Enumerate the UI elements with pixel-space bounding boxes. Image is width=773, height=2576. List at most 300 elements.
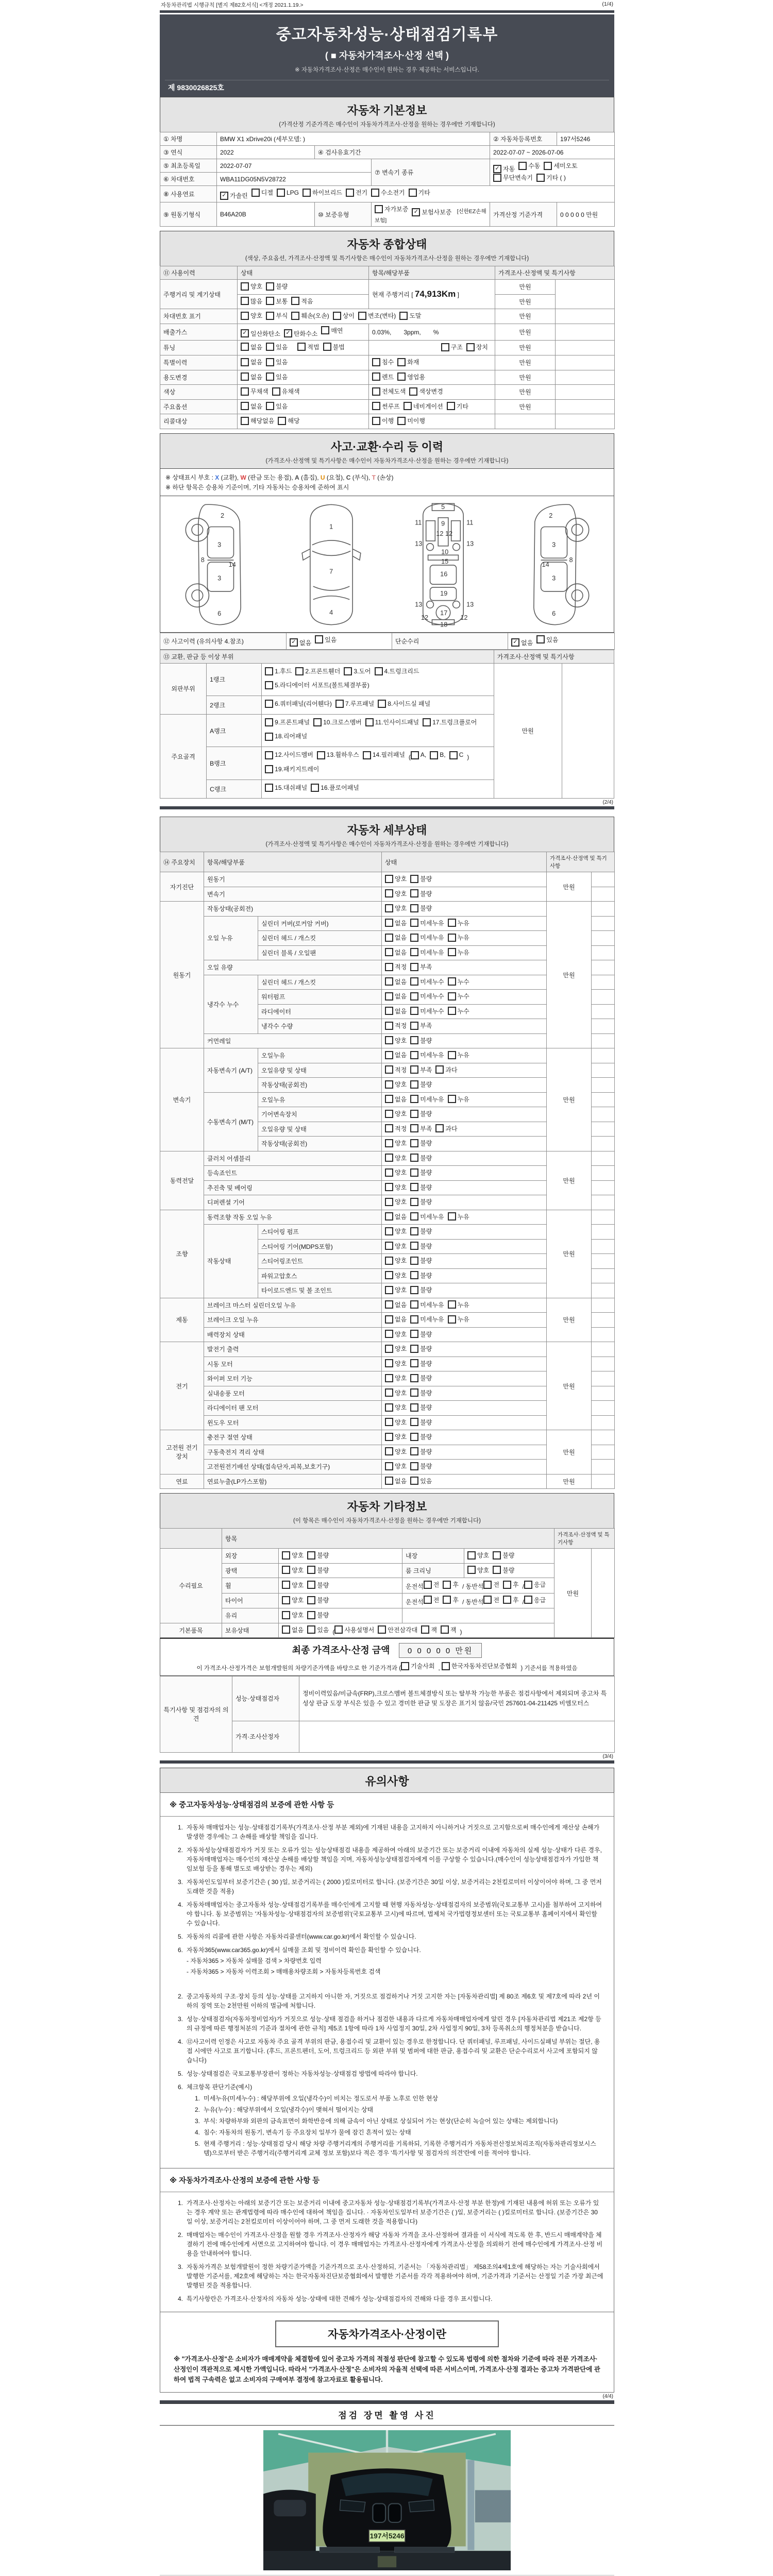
checkbox-icon[interactable] xyxy=(448,1095,456,1103)
checkbox-icon[interactable] xyxy=(483,1596,492,1604)
checkbox-option[interactable] xyxy=(265,666,292,677)
checkbox-checked-icon[interactable]: ✓ xyxy=(241,329,249,337)
checkbox-option[interactable] xyxy=(410,1242,432,1250)
checkbox-option[interactable] xyxy=(220,191,248,200)
checkbox-option[interactable] xyxy=(410,977,444,986)
checkbox-option[interactable] xyxy=(265,764,319,775)
checkbox-icon[interactable] xyxy=(375,205,383,213)
checkbox-icon[interactable] xyxy=(297,343,306,351)
checkbox-icon[interactable] xyxy=(448,934,456,942)
checkbox-option[interactable] xyxy=(265,680,369,691)
checkbox-option[interactable] xyxy=(241,358,262,366)
checkbox-icon[interactable] xyxy=(378,1625,386,1634)
checkbox-option[interactable] xyxy=(297,343,319,351)
checkbox-option[interactable] xyxy=(385,874,407,883)
checkbox-icon[interactable] xyxy=(323,343,331,351)
checkbox-icon[interactable] xyxy=(385,992,393,1001)
checkbox-option[interactable] xyxy=(375,666,419,677)
checkbox-option[interactable] xyxy=(363,749,405,761)
checkbox-option[interactable] xyxy=(385,977,407,986)
checkbox-option[interactable] xyxy=(307,1596,329,1604)
checkbox-option[interactable] xyxy=(544,161,577,170)
checkbox-option[interactable] xyxy=(410,1388,432,1397)
checkbox-icon[interactable] xyxy=(410,1477,418,1485)
checkbox-option[interactable] xyxy=(251,188,273,197)
checkbox-icon[interactable] xyxy=(410,1168,418,1177)
checkbox-option[interactable] xyxy=(399,311,421,320)
checkbox-icon[interactable] xyxy=(448,1051,456,1059)
checkbox-option[interactable] xyxy=(448,919,469,927)
checkbox-option[interactable] xyxy=(372,416,394,425)
checkbox-icon[interactable] xyxy=(265,765,273,773)
checkbox-option[interactable] xyxy=(536,635,558,644)
checkbox-icon[interactable] xyxy=(410,1300,418,1309)
checkbox-option[interactable] xyxy=(295,666,340,677)
checkbox-icon[interactable] xyxy=(441,1625,449,1634)
checkbox-icon[interactable] xyxy=(333,312,341,320)
checkbox-option[interactable] xyxy=(266,311,288,320)
checkbox-icon[interactable] xyxy=(385,1110,393,1118)
checkbox-icon[interactable] xyxy=(410,1418,418,1426)
checkbox-option[interactable] xyxy=(365,717,419,728)
checkbox-option[interactable] xyxy=(307,1625,329,1634)
checkbox-icon[interactable] xyxy=(408,751,419,761)
checkbox-option[interactable] xyxy=(278,416,299,425)
checkbox-option[interactable] xyxy=(282,1625,304,1634)
checkbox-option[interactable] xyxy=(385,919,407,927)
checkbox-option[interactable] xyxy=(307,1566,329,1574)
checkbox-option[interactable] xyxy=(344,666,371,677)
checkbox-icon[interactable] xyxy=(344,667,352,675)
checkbox-option[interactable] xyxy=(410,1212,444,1221)
checkbox-icon[interactable] xyxy=(503,1581,511,1589)
checkbox-option[interactable] xyxy=(385,1388,407,1397)
checkbox-icon[interactable] xyxy=(410,1359,418,1367)
checkbox-icon[interactable] xyxy=(282,1551,290,1560)
checkbox-option[interactable] xyxy=(410,933,444,942)
checkbox-icon[interactable] xyxy=(435,1065,444,1074)
checkbox-icon[interactable] xyxy=(385,963,393,971)
checkbox-option[interactable] xyxy=(385,1036,407,1045)
checkbox-option[interactable] xyxy=(410,1285,432,1294)
checkbox-icon[interactable] xyxy=(282,1596,290,1604)
checkbox-option[interactable] xyxy=(265,698,332,710)
checkbox-icon[interactable] xyxy=(378,700,386,708)
checkbox-option[interactable] xyxy=(410,1462,432,1470)
checkbox-option[interactable] xyxy=(448,948,469,957)
checkbox-option[interactable] xyxy=(410,1080,432,1089)
checkbox-option[interactable] xyxy=(503,1596,519,1604)
checkbox-icon[interactable] xyxy=(447,402,455,410)
checkbox-icon[interactable] xyxy=(385,1212,393,1221)
checkbox-option[interactable] xyxy=(409,387,443,396)
checkbox-checked-icon[interactable]: ✓ xyxy=(220,192,228,200)
checkbox-icon[interactable] xyxy=(385,1007,393,1015)
checkbox-icon[interactable] xyxy=(278,417,286,425)
checkbox-icon[interactable] xyxy=(410,875,418,883)
checkbox-option[interactable] xyxy=(536,173,566,182)
checkbox-option[interactable] xyxy=(385,1080,407,1089)
checkbox-icon[interactable] xyxy=(321,326,329,334)
checkbox-option[interactable] xyxy=(385,1359,407,1368)
checkbox-option[interactable] xyxy=(448,1300,469,1309)
checkbox-icon[interactable] xyxy=(410,1374,418,1382)
checkbox-checked-icon[interactable]: ✓ xyxy=(290,638,298,647)
checkbox-icon[interactable] xyxy=(410,1286,418,1294)
checkbox-icon[interactable] xyxy=(397,417,406,425)
checkbox-icon[interactable] xyxy=(241,282,249,291)
checkbox-icon[interactable] xyxy=(424,1596,432,1604)
checkbox-icon[interactable] xyxy=(410,1315,418,1324)
checkbox-icon[interactable] xyxy=(410,1051,418,1059)
checkbox-option[interactable] xyxy=(266,372,288,381)
checkbox-option[interactable] xyxy=(385,992,407,1001)
checkbox-icon[interactable] xyxy=(410,948,418,956)
checkbox-option[interactable] xyxy=(266,282,288,291)
checkbox-icon[interactable] xyxy=(493,1551,501,1560)
checkbox-icon[interactable] xyxy=(385,889,393,897)
checkbox-option[interactable] xyxy=(265,782,307,794)
checkbox-option[interactable] xyxy=(282,1551,304,1560)
checkbox-option[interactable] xyxy=(410,992,444,1001)
checkbox-icon[interactable] xyxy=(277,189,285,197)
checkbox-icon[interactable] xyxy=(397,372,406,381)
checkbox-option[interactable] xyxy=(448,1007,469,1015)
checkbox-option[interactable] xyxy=(378,1625,417,1634)
checkbox-option[interactable] xyxy=(291,297,313,306)
checkbox-icon[interactable] xyxy=(385,1374,393,1382)
checkbox-option[interactable] xyxy=(241,416,274,425)
checkbox-icon[interactable] xyxy=(265,718,273,726)
checkbox-icon[interactable] xyxy=(335,700,344,708)
checkbox-option[interactable] xyxy=(282,1611,304,1619)
checkbox-option[interactable] xyxy=(410,1036,432,1045)
checkbox-icon[interactable] xyxy=(399,312,408,320)
checkbox-option[interactable] xyxy=(410,1168,432,1177)
checkbox-icon[interactable] xyxy=(410,1007,418,1015)
checkbox-icon[interactable] xyxy=(410,1403,418,1412)
checkbox-icon[interactable] xyxy=(493,174,501,182)
checkbox-option[interactable] xyxy=(397,358,419,366)
checkbox-icon[interactable] xyxy=(265,751,273,759)
checkbox-icon[interactable] xyxy=(266,297,274,305)
checkbox-icon[interactable] xyxy=(544,162,552,170)
checkbox-icon[interactable] xyxy=(358,312,366,320)
checkbox-option[interactable] xyxy=(511,638,533,647)
checkbox-option[interactable] xyxy=(241,387,268,396)
checkbox-option[interactable] xyxy=(241,343,262,351)
checkbox-option[interactable] xyxy=(307,1581,329,1589)
checkbox-option[interactable] xyxy=(493,173,533,182)
checkbox-icon[interactable] xyxy=(385,1095,393,1103)
checkbox-option[interactable] xyxy=(493,1566,514,1574)
checkbox-icon[interactable] xyxy=(266,402,274,410)
checkbox-option[interactable] xyxy=(483,1596,499,1604)
checkbox-option[interactable] xyxy=(266,297,288,306)
checkbox-option[interactable] xyxy=(421,1625,437,1634)
checkbox-icon[interactable] xyxy=(385,1154,393,1162)
checkbox-icon[interactable] xyxy=(385,1139,393,1147)
checkbox-icon[interactable] xyxy=(372,387,380,396)
checkbox-icon[interactable] xyxy=(385,1388,393,1397)
checkbox-icon[interactable] xyxy=(315,635,323,643)
checkbox-icon[interactable] xyxy=(385,1433,393,1441)
checkbox-option[interactable] xyxy=(385,1007,407,1015)
checkbox-checked-icon[interactable]: ✓ xyxy=(511,638,519,647)
checkbox-icon[interactable] xyxy=(385,919,393,927)
checkbox-option[interactable] xyxy=(410,1418,432,1427)
checkbox-option[interactable] xyxy=(385,1139,407,1147)
checkbox-option[interactable] xyxy=(524,1580,546,1589)
checkbox-icon[interactable] xyxy=(291,312,299,320)
checkbox-option[interactable] xyxy=(397,372,425,381)
checkbox-icon[interactable] xyxy=(423,718,431,726)
checkbox-option[interactable] xyxy=(401,1662,434,1670)
checkbox-option[interactable] xyxy=(410,1300,444,1309)
checkbox-icon[interactable] xyxy=(385,977,393,986)
checkbox-icon[interactable] xyxy=(241,402,249,410)
checkbox-option[interactable] xyxy=(385,1256,407,1265)
checkbox-option[interactable] xyxy=(333,311,355,320)
checkbox-option[interactable] xyxy=(410,1271,432,1280)
checkbox-icon[interactable] xyxy=(307,1551,315,1560)
checkbox-option[interactable] xyxy=(410,1447,432,1456)
checkbox-option[interactable] xyxy=(385,962,407,971)
checkbox-icon[interactable] xyxy=(266,358,274,366)
checkbox-option[interactable] xyxy=(335,698,374,710)
checkbox-icon[interactable] xyxy=(266,312,274,320)
checkbox-checked-icon[interactable]: ✓ xyxy=(412,208,420,216)
checkbox-option[interactable] xyxy=(372,402,400,411)
checkbox-icon[interactable] xyxy=(467,1566,476,1574)
checkbox-icon[interactable] xyxy=(448,1300,456,1309)
checkbox-icon[interactable] xyxy=(409,189,417,197)
checkbox-option[interactable] xyxy=(241,311,262,320)
checkbox-option[interactable] xyxy=(385,889,407,898)
checkbox-option[interactable] xyxy=(443,1580,459,1589)
checkbox-icon[interactable] xyxy=(410,919,418,927)
checkbox-option[interactable] xyxy=(448,992,469,1001)
checkbox-option[interactable] xyxy=(503,1580,519,1589)
checkbox-icon[interactable] xyxy=(265,733,273,741)
checkbox-option[interactable] xyxy=(441,343,463,351)
checkbox-icon[interactable] xyxy=(410,1183,418,1191)
checkbox-icon[interactable] xyxy=(334,1625,343,1634)
checkbox-option[interactable] xyxy=(385,1315,407,1324)
checkbox-icon[interactable] xyxy=(448,992,456,1001)
checkbox-icon[interactable] xyxy=(410,992,418,1001)
checkbox-option[interactable] xyxy=(358,311,396,320)
checkbox-icon[interactable] xyxy=(409,387,417,396)
checkbox-icon[interactable] xyxy=(251,189,260,197)
checkbox-option[interactable] xyxy=(241,402,262,411)
checkbox-option[interactable] xyxy=(409,188,430,197)
checkbox-option[interactable] xyxy=(372,358,394,366)
checkbox-option[interactable] xyxy=(404,402,443,411)
checkbox-icon[interactable] xyxy=(536,635,545,643)
checkbox-option[interactable] xyxy=(435,1065,457,1074)
checkbox-option[interactable] xyxy=(311,782,359,794)
checkbox-icon[interactable] xyxy=(466,343,475,351)
checkbox-icon[interactable] xyxy=(424,1581,432,1589)
checkbox-icon[interactable] xyxy=(363,751,371,759)
checkbox-option[interactable] xyxy=(385,1477,407,1485)
checkbox-option[interactable] xyxy=(410,1124,432,1133)
checkbox-option[interactable] xyxy=(410,1477,432,1485)
checkbox-icon[interactable] xyxy=(483,1581,492,1589)
checkbox-icon[interactable] xyxy=(241,358,249,366)
checkbox-icon[interactable] xyxy=(266,372,274,381)
checkbox-option[interactable] xyxy=(410,1330,432,1338)
checkbox-option[interactable] xyxy=(385,1418,407,1427)
checkbox-icon[interactable] xyxy=(442,1662,450,1670)
checkbox-icon[interactable] xyxy=(524,1581,532,1589)
checkbox-option[interactable] xyxy=(385,1050,407,1059)
checkbox-option[interactable] xyxy=(385,1154,407,1162)
checkbox-option[interactable] xyxy=(410,1050,444,1059)
checkbox-option[interactable] xyxy=(410,1109,432,1118)
checkbox-icon[interactable] xyxy=(307,1625,315,1634)
checkbox-option[interactable] xyxy=(493,1551,514,1560)
checkbox-icon[interactable] xyxy=(241,417,249,425)
checkbox-icon[interactable] xyxy=(385,1359,393,1367)
checkbox-icon[interactable] xyxy=(410,904,418,912)
checkbox-option[interactable] xyxy=(397,416,425,425)
checkbox-icon[interactable] xyxy=(307,1566,315,1574)
checkbox-option[interactable] xyxy=(430,749,445,761)
checkbox-option[interactable] xyxy=(410,1021,432,1030)
checkbox-option[interactable] xyxy=(410,1095,444,1104)
checkbox-option[interactable] xyxy=(241,282,262,291)
checkbox-option[interactable] xyxy=(385,1095,407,1104)
checkbox-option[interactable] xyxy=(291,311,329,320)
checkbox-option[interactable] xyxy=(321,326,343,335)
checkbox-icon[interactable] xyxy=(385,1477,393,1485)
checkbox-icon[interactable] xyxy=(410,1257,418,1265)
checkbox-option[interactable] xyxy=(448,1212,469,1221)
checkbox-icon[interactable] xyxy=(430,751,438,759)
checkbox-icon[interactable] xyxy=(385,1036,393,1044)
checkbox-icon[interactable] xyxy=(385,1183,393,1191)
checkbox-option[interactable] xyxy=(410,948,444,957)
checkbox-icon[interactable] xyxy=(385,948,393,956)
checkbox-icon[interactable] xyxy=(265,681,273,689)
checkbox-option[interactable] xyxy=(449,749,464,761)
checkbox-option[interactable] xyxy=(372,372,394,381)
checkbox-icon[interactable] xyxy=(410,889,418,897)
checkbox-option[interactable] xyxy=(385,1227,407,1235)
checkbox-icon[interactable] xyxy=(385,1168,393,1177)
checkbox-icon[interactable] xyxy=(385,1345,393,1353)
checkbox-option[interactable] xyxy=(266,358,288,366)
checkbox-icon[interactable] xyxy=(375,667,383,675)
checkbox-icon[interactable] xyxy=(410,1154,418,1162)
checkbox-option[interactable] xyxy=(448,1050,469,1059)
checkbox-option[interactable] xyxy=(410,1139,432,1147)
checkbox-option[interactable] xyxy=(443,1596,459,1604)
checkbox-icon[interactable] xyxy=(385,1065,393,1074)
checkbox-option[interactable] xyxy=(410,1359,432,1368)
checkbox-icon[interactable] xyxy=(385,1418,393,1426)
checkbox-icon[interactable] xyxy=(449,751,458,759)
checkbox-option[interactable] xyxy=(385,1212,407,1221)
checkbox-option[interactable] xyxy=(385,1374,407,1382)
checkbox-icon[interactable] xyxy=(410,1198,418,1206)
checkbox-icon[interactable] xyxy=(410,1139,418,1147)
checkbox-option[interactable] xyxy=(385,1447,407,1456)
checkbox-icon[interactable] xyxy=(410,977,418,986)
checkbox-icon[interactable] xyxy=(385,934,393,942)
checkbox-icon[interactable] xyxy=(410,963,418,971)
checkbox-icon[interactable] xyxy=(410,1065,418,1074)
checkbox-icon[interactable] xyxy=(410,1242,418,1250)
checkbox-option[interactable] xyxy=(385,1285,407,1294)
checkbox-option[interactable] xyxy=(385,948,407,957)
checkbox-icon[interactable] xyxy=(346,189,354,197)
checkbox-option[interactable] xyxy=(315,635,337,644)
checkbox-option[interactable] xyxy=(385,1183,407,1192)
checkbox-icon[interactable] xyxy=(410,1330,418,1338)
checkbox-icon[interactable] xyxy=(282,1566,290,1574)
checkbox-option[interactable] xyxy=(424,1596,440,1604)
checkbox-icon[interactable] xyxy=(385,1242,393,1250)
checkbox-icon[interactable] xyxy=(371,189,379,197)
checkbox-option[interactable] xyxy=(241,329,280,338)
checkbox-option[interactable] xyxy=(467,1566,489,1574)
checkbox-option[interactable] xyxy=(282,1596,304,1604)
checkbox-option[interactable] xyxy=(282,1581,304,1589)
checkbox-icon[interactable] xyxy=(385,1022,393,1030)
checkbox-option[interactable] xyxy=(410,1315,444,1324)
checkbox-option[interactable] xyxy=(442,1662,517,1670)
checkbox-option[interactable] xyxy=(448,933,469,942)
checkbox-option[interactable] xyxy=(241,297,262,306)
checkbox-icon[interactable] xyxy=(421,1625,429,1634)
checkbox-option[interactable] xyxy=(448,977,469,986)
checkbox-icon[interactable] xyxy=(291,297,299,305)
checkbox-option[interactable] xyxy=(385,1403,407,1412)
checkbox-icon[interactable] xyxy=(265,700,273,708)
checkbox-icon[interactable] xyxy=(385,904,393,912)
checkbox-option[interactable] xyxy=(265,749,313,761)
checkbox-option[interactable] xyxy=(284,329,317,338)
checkbox-icon[interactable] xyxy=(443,1596,451,1604)
checkbox-option[interactable] xyxy=(410,889,432,898)
checkbox-option[interactable] xyxy=(334,1625,374,1634)
checkbox-icon[interactable] xyxy=(241,297,249,305)
checkbox-icon[interactable] xyxy=(241,312,249,320)
checkbox-icon[interactable] xyxy=(441,343,449,351)
checkbox-icon[interactable] xyxy=(385,1462,393,1470)
checkbox-option[interactable] xyxy=(448,1095,469,1104)
checkbox-option[interactable] xyxy=(410,962,432,971)
checkbox-option[interactable] xyxy=(448,1315,469,1324)
checkbox-icon[interactable] xyxy=(518,162,527,170)
checkbox-icon[interactable] xyxy=(435,1124,444,1132)
checkbox-icon[interactable] xyxy=(493,1566,501,1574)
checkbox-option[interactable] xyxy=(410,1432,432,1441)
checkbox-option[interactable] xyxy=(410,919,444,927)
checkbox-icon[interactable] xyxy=(317,751,325,759)
checkbox-icon[interactable] xyxy=(410,1212,418,1221)
checkbox-option[interactable] xyxy=(410,1344,432,1353)
checkbox-icon[interactable] xyxy=(266,343,274,351)
checkbox-option[interactable] xyxy=(378,698,430,710)
checkbox-icon[interactable] xyxy=(410,1388,418,1397)
checkbox-icon[interactable] xyxy=(397,358,406,366)
checkbox-icon[interactable] xyxy=(448,977,456,986)
checkbox-icon[interactable] xyxy=(303,189,311,197)
